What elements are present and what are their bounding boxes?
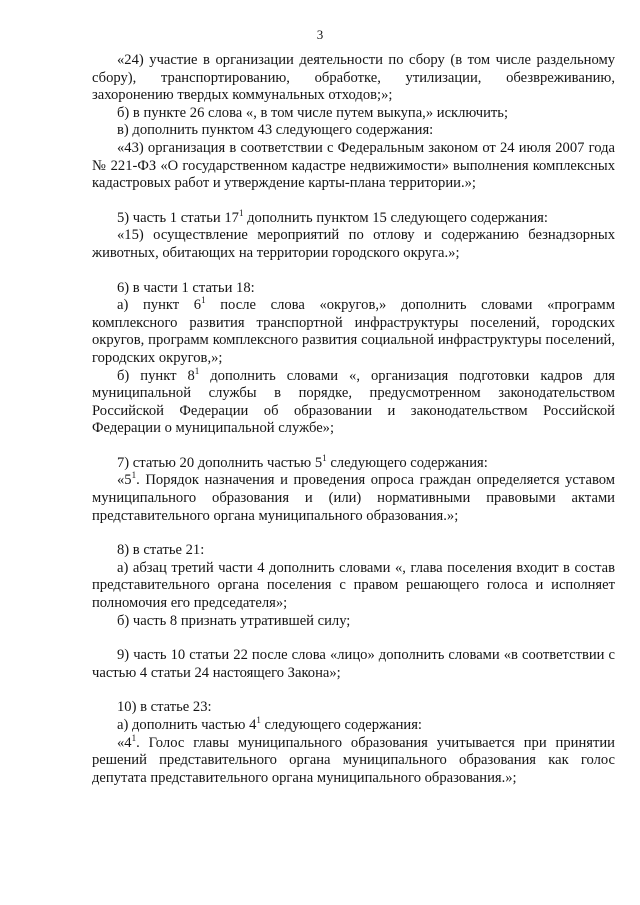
text-run: в) дополнить пунктом 43 следующего содержания: [117, 122, 434, 139]
paragraph [92, 122, 615, 140]
paragraph [92, 365, 615, 438]
text-run: 7) статью 20 дополнить частью 5 [117, 454, 323, 471]
superscript: 1 [131, 470, 137, 481]
paragraph [92, 560, 615, 613]
text-run: следующего содержания: [326, 454, 488, 471]
text-run: следующего содержания: [260, 717, 422, 733]
text-run: 10) в статье 23: [117, 699, 212, 716]
paragraph [92, 732, 615, 788]
text-run: дополнить словами «, организация подготовки кадров для муниципальной службы в порядке, предусмотренном законодательством Российской Федерации об образовании и законодательством Российской Федерации о муниципальной службе»; [92, 367, 615, 437]
paragraph [92, 140, 615, 193]
paragraph [92, 452, 615, 473]
paragraph [92, 647, 615, 682]
text-run: б) часть 8 признать утратившей силу; [117, 612, 351, 629]
text-run: «5 [117, 472, 132, 489]
text-run: 5) часть 1 статьи 17 [117, 209, 239, 226]
paragraph [92, 717, 615, 735]
superscript: 1 [194, 365, 200, 376]
paragraph [92, 227, 615, 262]
text-run: «4 [117, 734, 132, 751]
paragraph [92, 297, 615, 367]
superscript: 1 [238, 207, 244, 218]
paragraph [92, 699, 615, 717]
text-run: б) в пункте 26 слова «, в том числе путем выкупа,» исключить; [117, 104, 509, 121]
paragraph [92, 472, 615, 525]
superscript: 1 [256, 715, 261, 725]
paragraph [92, 52, 615, 105]
paragraph [92, 105, 615, 123]
document-body [92, 52, 615, 787]
text-run: . Порядок назначения и проведения опроса граждан определяется уставом муниципального образования и (или) нормативными правовыми актами представительного органа муниципального образования.»; [92, 472, 615, 524]
text-run: а) пункт 6 [117, 297, 202, 314]
page-number: 3 [316, 27, 324, 42]
text-run: 9) часть 10 статьи 22 после слова «лицо» дополнить словами «в соответствии с частью 4 статьи 24 настоящего Закона»; [92, 647, 615, 681]
text-run: после слова «округов,» дополнить словами «программ комплексного развития транспортной инфраструктуры поселений, городских округов, программ комплексного развития социальной инфраструктуры поселений, городских округов,»; [92, 297, 616, 366]
text-run: 6) в части 1 статьи 18: [117, 279, 255, 296]
text-run: дополнить пунктом 15 следующего содержания: [243, 209, 548, 226]
text-run: «24) участие в организации деятельности по сбору (в том числе раздельному сбору), транспортированию, обработке, утилизации, обезвреживанию, захоронению твердых коммунальных отходов;»; [92, 52, 615, 104]
text-run: 8) в статье 21: [117, 542, 205, 559]
text-run: а) дополнить частью 4 [117, 717, 257, 733]
text-run: «15) осуществление мероприятий по отлову и содержанию безнадзорных животных, обитающих на территории городского округа.»; [92, 227, 615, 261]
text-run: «43) организация в соответствии с Федеральным законом от 24 июля 2007 года № 221-ФЗ «О государственном кадастре недвижимости» выполнения комплексных кадастровых работ и утверждение карты-плана территории.»; [92, 139, 615, 192]
text-run: а) абзац третий части 4 дополнить словами «, глава поселения входит в состав представительного органа поселения с правом решающего голоса и исполняет полномочия его председателя»; [92, 559, 615, 612]
paragraph [92, 542, 615, 560]
paragraph [92, 207, 615, 228]
paragraph [92, 613, 615, 631]
superscript: 1 [322, 452, 327, 463]
text-run: б) пункт 8 [117, 367, 195, 384]
paragraph [92, 280, 615, 298]
superscript: 1 [201, 295, 206, 306]
text-run: . Голос главы муниципального образования учитывается при принятии решений представительного органа муниципального образования как голос депутата представительного органа муниципального образования.»; [92, 734, 615, 786]
superscript: 1 [131, 732, 137, 743]
